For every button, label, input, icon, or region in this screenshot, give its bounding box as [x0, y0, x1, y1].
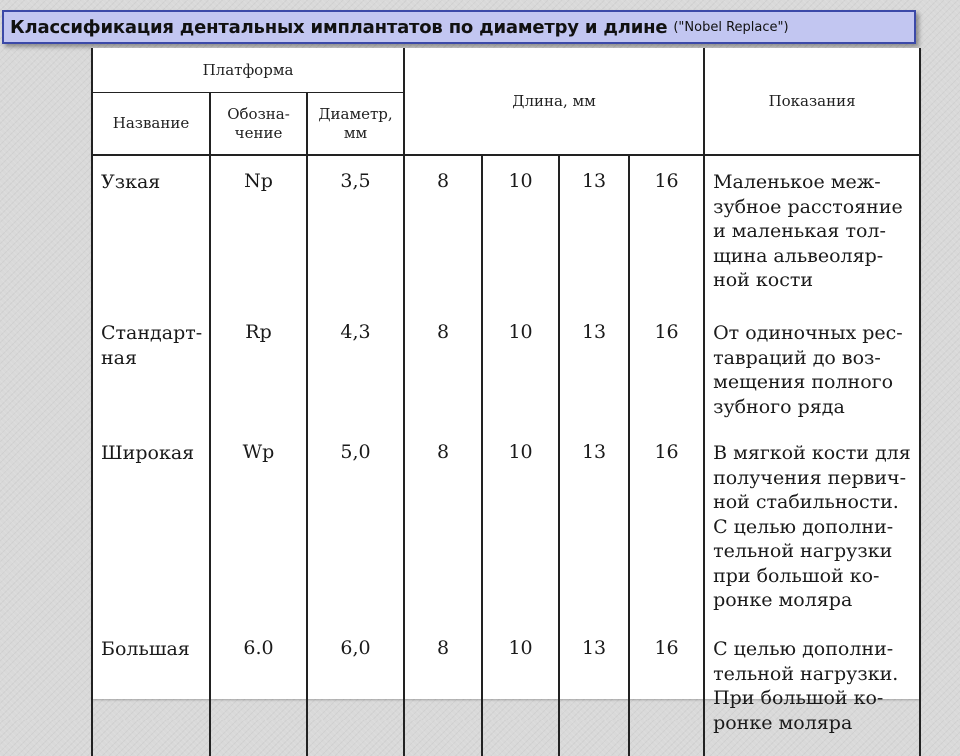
- table-row: [92, 427, 920, 623]
- cell-length-4: 16: [629, 155, 704, 307]
- cell-length-3: 13: [559, 623, 629, 756]
- indication-line: ронке моляра: [713, 711, 853, 734]
- indication-line: получения первич-: [713, 466, 907, 489]
- indication-line: С целью дополни-: [713, 515, 894, 538]
- indication-line: Маленькое меж-: [713, 171, 881, 193]
- cell-length-3: 13: [559, 427, 629, 623]
- table-row: [92, 623, 920, 756]
- indication-line: От одиночных рес-: [713, 322, 903, 344]
- cell-indications: [704, 623, 920, 756]
- slide-title: Классификация дентальных имплантатов по диаметру и длине: [10, 16, 668, 38]
- cell-name: Стандарт- ная: [92, 307, 210, 427]
- cell-name: Узкая: [92, 155, 210, 307]
- indication-line: ной кости: [713, 269, 814, 291]
- cell-diameter: 6,0: [307, 623, 404, 756]
- indication-line: при большой ко-: [713, 564, 880, 587]
- header-platform: Платформа: [92, 48, 404, 93]
- slide-subtitle: ("Nobel Replace"): [673, 19, 789, 35]
- cell-length-3: 13: [559, 307, 629, 427]
- indication-line: тавраций до воз-: [713, 346, 881, 369]
- cell-code: Np: [210, 155, 307, 307]
- cell-code: Rp: [210, 307, 307, 427]
- cell-name: Большая: [92, 623, 210, 756]
- cell-indications: [704, 307, 920, 427]
- cell-length-1: 8: [404, 623, 482, 756]
- cell-indications: [704, 427, 920, 623]
- indication-line: мещения полного: [713, 371, 894, 393]
- cell-indications: [704, 155, 920, 307]
- indication-line: При большой ко-: [713, 687, 884, 709]
- cell-diameter: 5,0: [307, 427, 404, 623]
- implant-classification-table: [91, 48, 921, 756]
- cell-length-4: 16: [629, 623, 704, 756]
- implant-table-container: [91, 48, 919, 734]
- cell-length-1: 8: [404, 307, 482, 427]
- slide-title-bar: [2, 10, 916, 44]
- cell-name: Широкая: [92, 427, 210, 623]
- indication-line: зубного ряда: [713, 395, 845, 418]
- header-name: Название: [92, 93, 210, 156]
- cell-length-1: 8: [404, 427, 482, 623]
- cell-length-2: 10: [482, 307, 559, 427]
- header-code: Обозна- чение: [210, 93, 307, 156]
- cell-code: Wp: [210, 427, 307, 623]
- cell-length-1: 8: [404, 155, 482, 307]
- header-diameter: Диаметр, мм: [307, 93, 404, 156]
- header-indications: Показания: [704, 48, 920, 155]
- cell-diameter: 4,3: [307, 307, 404, 427]
- table-row: [92, 155, 920, 307]
- cell-length-4: 16: [629, 307, 704, 427]
- indication-line: щина альвеоляр-: [713, 244, 884, 267]
- cell-length-2: 10: [482, 427, 559, 623]
- indication-line: В мягкой кости для: [713, 442, 911, 464]
- table-row: [92, 307, 920, 427]
- indication-line: тельной нагрузки.: [713, 662, 899, 685]
- header-length: Длина, мм: [404, 48, 704, 155]
- cell-length-4: 16: [629, 427, 704, 623]
- cell-length-2: 10: [482, 155, 559, 307]
- cell-length-3: 13: [559, 155, 629, 307]
- indication-line: зубное расстояние: [713, 195, 903, 218]
- indication-line: ронке моляра: [713, 589, 853, 611]
- cell-code: 6.0: [210, 623, 307, 756]
- cell-length-2: 10: [482, 623, 559, 756]
- indication-line: тельной нагрузки: [713, 540, 893, 562]
- header-row-top: [92, 48, 920, 93]
- indication-line: и маленькая тол-: [713, 220, 886, 242]
- indication-line: С целью дополни-: [713, 638, 894, 660]
- indication-line: ной стабильности.: [713, 491, 899, 513]
- cell-diameter: 3,5: [307, 155, 404, 307]
